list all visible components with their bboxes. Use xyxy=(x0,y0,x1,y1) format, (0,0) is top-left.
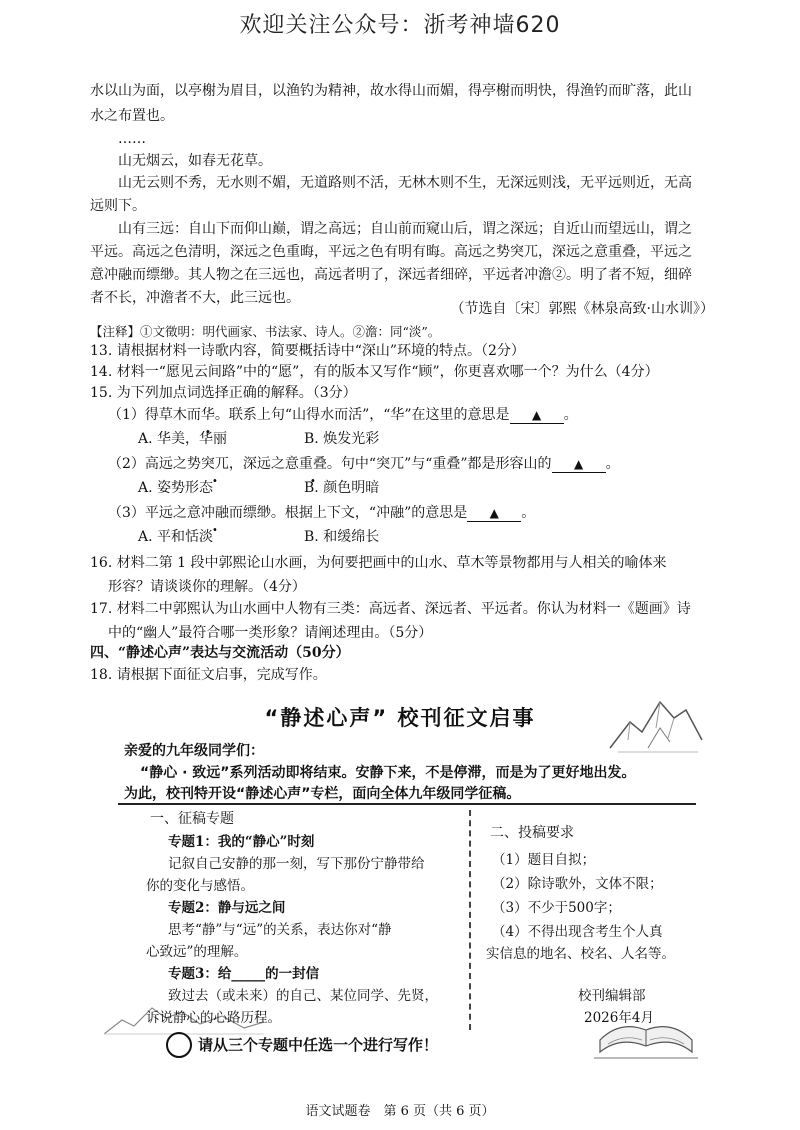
question-15-3: （3）平远之意冲融而缥缈。根据上下文，“冲融”的意思是 ▲ 。 xyxy=(108,505,536,521)
option-b: B. 焕发光彩 xyxy=(304,431,380,447)
option-b: B. 和缓绵长 xyxy=(304,529,380,545)
question-15: 15. 为下列加点词选择正确的解释。（3分） xyxy=(90,385,357,401)
passage-paragraph: 山无云则不秀，无水则不媚，无道路则不活，无林木则不生，无深远则浅，无平远则近，无高 xyxy=(118,175,692,191)
requirement-item: （3）不少于500字； xyxy=(492,900,621,916)
question-14: 14. 材料一“愿见云间路”中的“愿”，有的版本又写作“顾”，你更喜欢哪一个？为什么（4分） xyxy=(90,364,659,380)
passage-line: 远则下。 xyxy=(90,198,146,214)
emphasized-word: 冲融 xyxy=(200,505,229,521)
passage-source: （节选自〔宋〕郭熙《林泉高致·山水训》） xyxy=(450,301,714,317)
topic-text: 思考“静”与“远”的关系，表达你对“静 xyxy=(168,922,392,938)
circle-marker-icon xyxy=(166,1032,192,1058)
question-18: 18. 请根据下面征文启事，完成写作。 xyxy=(90,667,327,683)
notice-title: “静述心声” 校刊征文启事 xyxy=(264,706,536,730)
question-16-cont: 形容？请谈谈你的理解。（4分） xyxy=(108,579,306,595)
emphasized-word: 突兀 xyxy=(200,456,229,472)
topic-title: 专题3：给_____的一封信 xyxy=(168,966,320,982)
passage-line: 意冲融而缥缈。其人物之在三远也，高远者明了，深远者细碎，平远者冲澹②。明了者不短，细碎 xyxy=(90,267,692,283)
right-heading: 二、投稿要求 xyxy=(490,825,574,841)
answer-blank: ▲ xyxy=(510,407,564,424)
option-a: A. 姿势形态 xyxy=(138,480,214,496)
requirement-item: （1）题目自拟； xyxy=(492,852,596,868)
topic-text: 记叙自己安静的那一刻，写下那份宁静带给 xyxy=(168,856,425,872)
column-divider xyxy=(469,810,471,1030)
topic-title: 专题2：静与远之间 xyxy=(168,900,286,916)
notice-greeting: 亲爱的九年级同学们： xyxy=(124,743,264,759)
passage-line: 者不长，冲澹者不大，此三远也。 xyxy=(90,290,300,306)
emphasized-word: 重叠 xyxy=(298,456,327,472)
answer-blank: ▲ xyxy=(467,505,521,522)
topic-title: 专题1：我的“静心”时刻 xyxy=(168,834,315,850)
option-b: B. 颜色明暗 xyxy=(304,480,380,496)
notice-intro: “静心 · 致远”系列活动即将结束。安静下来，不是停滞，而是为了更好地出发。 xyxy=(140,765,636,781)
requirement-item: （4）不得出现含考生个人真 xyxy=(492,924,663,940)
topic-text: 你的变化与感悟。 xyxy=(146,878,254,894)
option-a: A. 华美，华丽 xyxy=(138,431,228,447)
left-heading: 一、征稿专题 xyxy=(150,811,234,827)
question-13: 13. 请根据材料一诗歌内容，简要概括诗中“深山”环境的特点。（2分） xyxy=(90,343,525,359)
passage-line: 水之布置也。 xyxy=(90,108,174,124)
notice-intro: 为此，校刊特开设“静述心声”专栏，面向全体九年级同学征稿。 xyxy=(124,786,521,802)
answer-blank: ▲ xyxy=(552,456,606,473)
emphasized-word: 华 xyxy=(200,407,215,423)
topic-text: 致过去（或未来）的自己、某位同学、先贤， xyxy=(168,988,438,1004)
notice-signature: 校刊编辑部 xyxy=(578,988,646,1004)
page-footer: 语文试题卷 第 6 页（共 6 页） xyxy=(305,1104,495,1119)
passage-paragraph: 山有三远：自山下而仰山巅，谓之高远；自山前而窥山后，谓之深远；自近山而望远山，谓之 xyxy=(118,221,692,237)
section-heading: 四、“静述心声”表达与交流活动（50分） xyxy=(90,645,350,661)
passage-line: 平远。高远之色清明，深远之色重晦，平远之色有明有晦。高远之势突兀，深远之意重叠，平远之 xyxy=(90,244,692,260)
question-17-cont: 中的“幽人”最符合哪一类形象？请阐述理由。（5分） xyxy=(108,625,433,641)
topic-text: 心致远”的理解。 xyxy=(146,944,248,960)
question-15-2: （2）高远之势突兀，深远之意重叠。句中“突兀”与“重叠”都是形容山的 ▲ 。 xyxy=(108,456,620,472)
requirement-item: 实信息的地名、校名、人名等。 xyxy=(486,946,675,962)
divider xyxy=(118,803,696,805)
page-header-watermark: 欢迎关注公众号：浙考神墙620 xyxy=(239,13,561,38)
question-16: 16. 材料二第 1 段中郭熙论山水画，为何要把画中的山水、草木等景物都用与人相关的喻体来 xyxy=(90,555,667,571)
ellipsis: …… xyxy=(118,131,146,147)
option-a: A. 平和恬淡 xyxy=(138,529,214,545)
notice-date: 2026年4月 xyxy=(584,1010,654,1026)
question-15-1: （1）得草木而华。联系上句“山得水而活”，“华”在这里的意思是 ▲ 。 xyxy=(108,407,578,423)
passage-paragraph: 山无烟云，如春无花草。 xyxy=(118,153,272,169)
annotation-note: 【注释】①文徵明：明代画家、书法家、诗人。②澹：同“淡”。 xyxy=(90,324,441,339)
passage-line: 水以山为面，以亭榭为眉目，以渔钓为精神，故水得山而媚，得亭榭而明快，得渔钓而旷落，此山 xyxy=(90,83,692,99)
topic-text: 诉说静心的心路历程。 xyxy=(146,1010,281,1026)
requirement-item: （2）除诗歌外，文体不限； xyxy=(492,876,663,892)
question-17: 17. 材料二中郭熙认为山水画中人物有三类：高远者、深远者、平远者。你认为材料一《题画》诗 xyxy=(90,601,691,617)
choose-instruction: 请从三个专题中任选一个进行写作！ xyxy=(198,1036,439,1054)
